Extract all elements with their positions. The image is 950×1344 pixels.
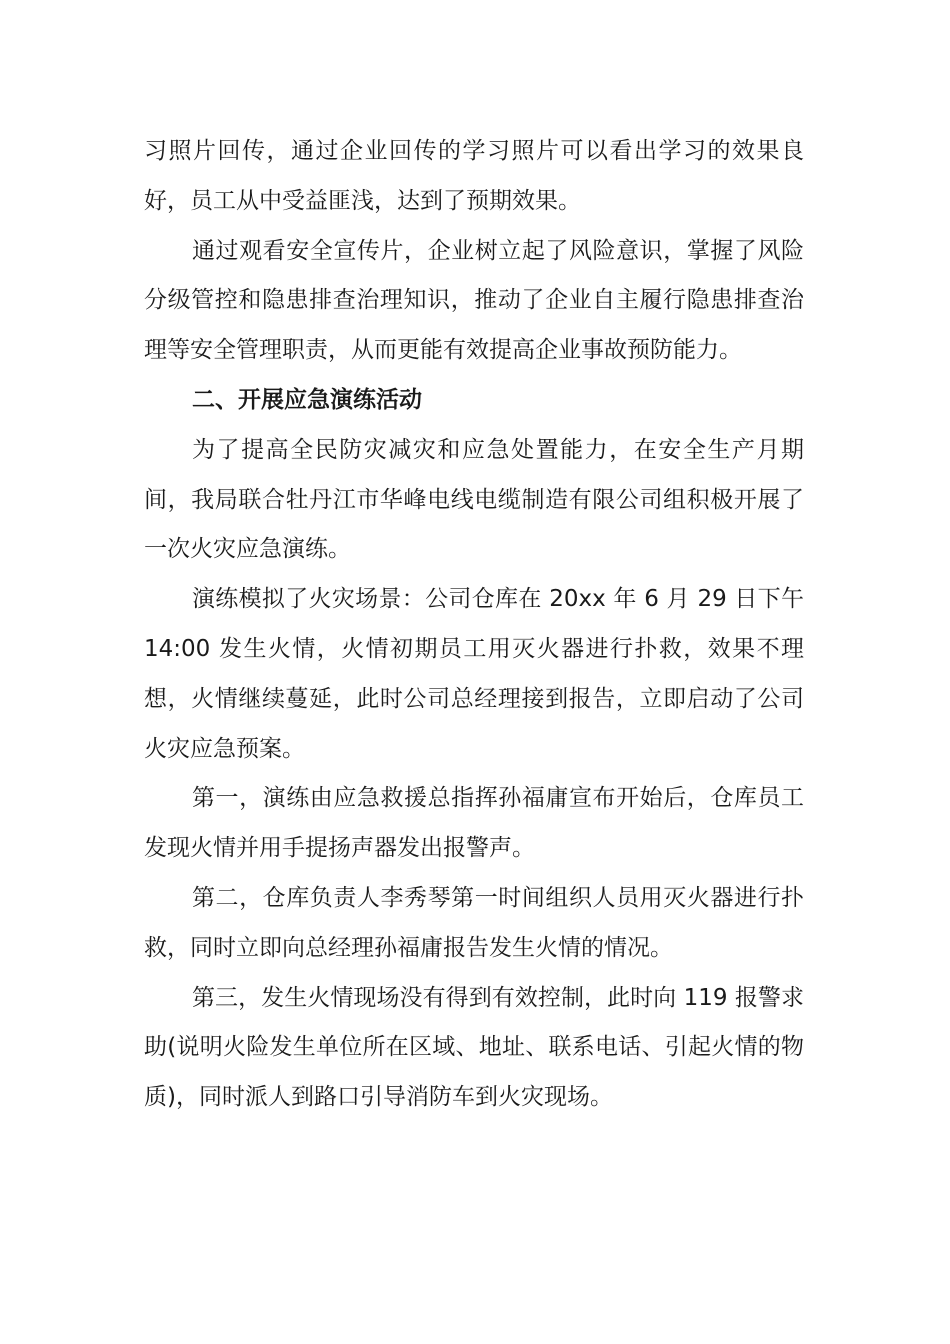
document-page [144,127,804,1123]
section-heading: 二、开展应急演练活动 [192,386,422,413]
paragraph-drill-scenario: 演练模拟了火灾场景：公司仓库在 20xx 年 6 月 29 日下午 14:00 发生火情，火情初期员工用灭火器进行扑救，效果不理想，火情继续蔓延，此时公司总经理接到报告，立即启动了公司火灾应急预案。 [144,586,804,762]
paragraph-step-one: 第一，演练由应急救援总指挥孙福庸宣布开始后，仓库员工发现火情并用手提扬声器发出报警声。 [144,785,804,862]
paragraph-step-three: 第三，发生火情现场没有得到有效控制，此时向 119 报警求助(说明火险发生单位所在区域、地址、联系电话、引起火情的物质)，同时派人到路口引导消防车到火灾现场。 [144,984,804,1111]
paragraph-safety-video: 通过观看安全宣传片，企业树立起了风险意识，掌握了风险分级管控和隐患排查治理知识，推动了企业自主履行隐患排查治理等安全管理职责，从而更能有效提高企业事故预防能力。 [144,237,804,364]
paragraph-step-two: 第二，仓库负责人李秀琴第一时间组织人员用灭火器进行扑救，同时立即向总经理孙福庸报告发生火情的情况。 [144,884,804,961]
paragraph-continuation: 习照片回传，通过企业回传的学习照片可以看出学习的效果良好，员工从中受益匪浅，达到了预期效果。 [144,138,804,214]
paragraph-drill-intro: 为了提高全民防灾减灾和应急处置能力，在安全生产月期间，我局联合牡丹江市华峰电线电缆制造有限公司组积极开展了一次火灾应急演练。 [144,436,804,563]
